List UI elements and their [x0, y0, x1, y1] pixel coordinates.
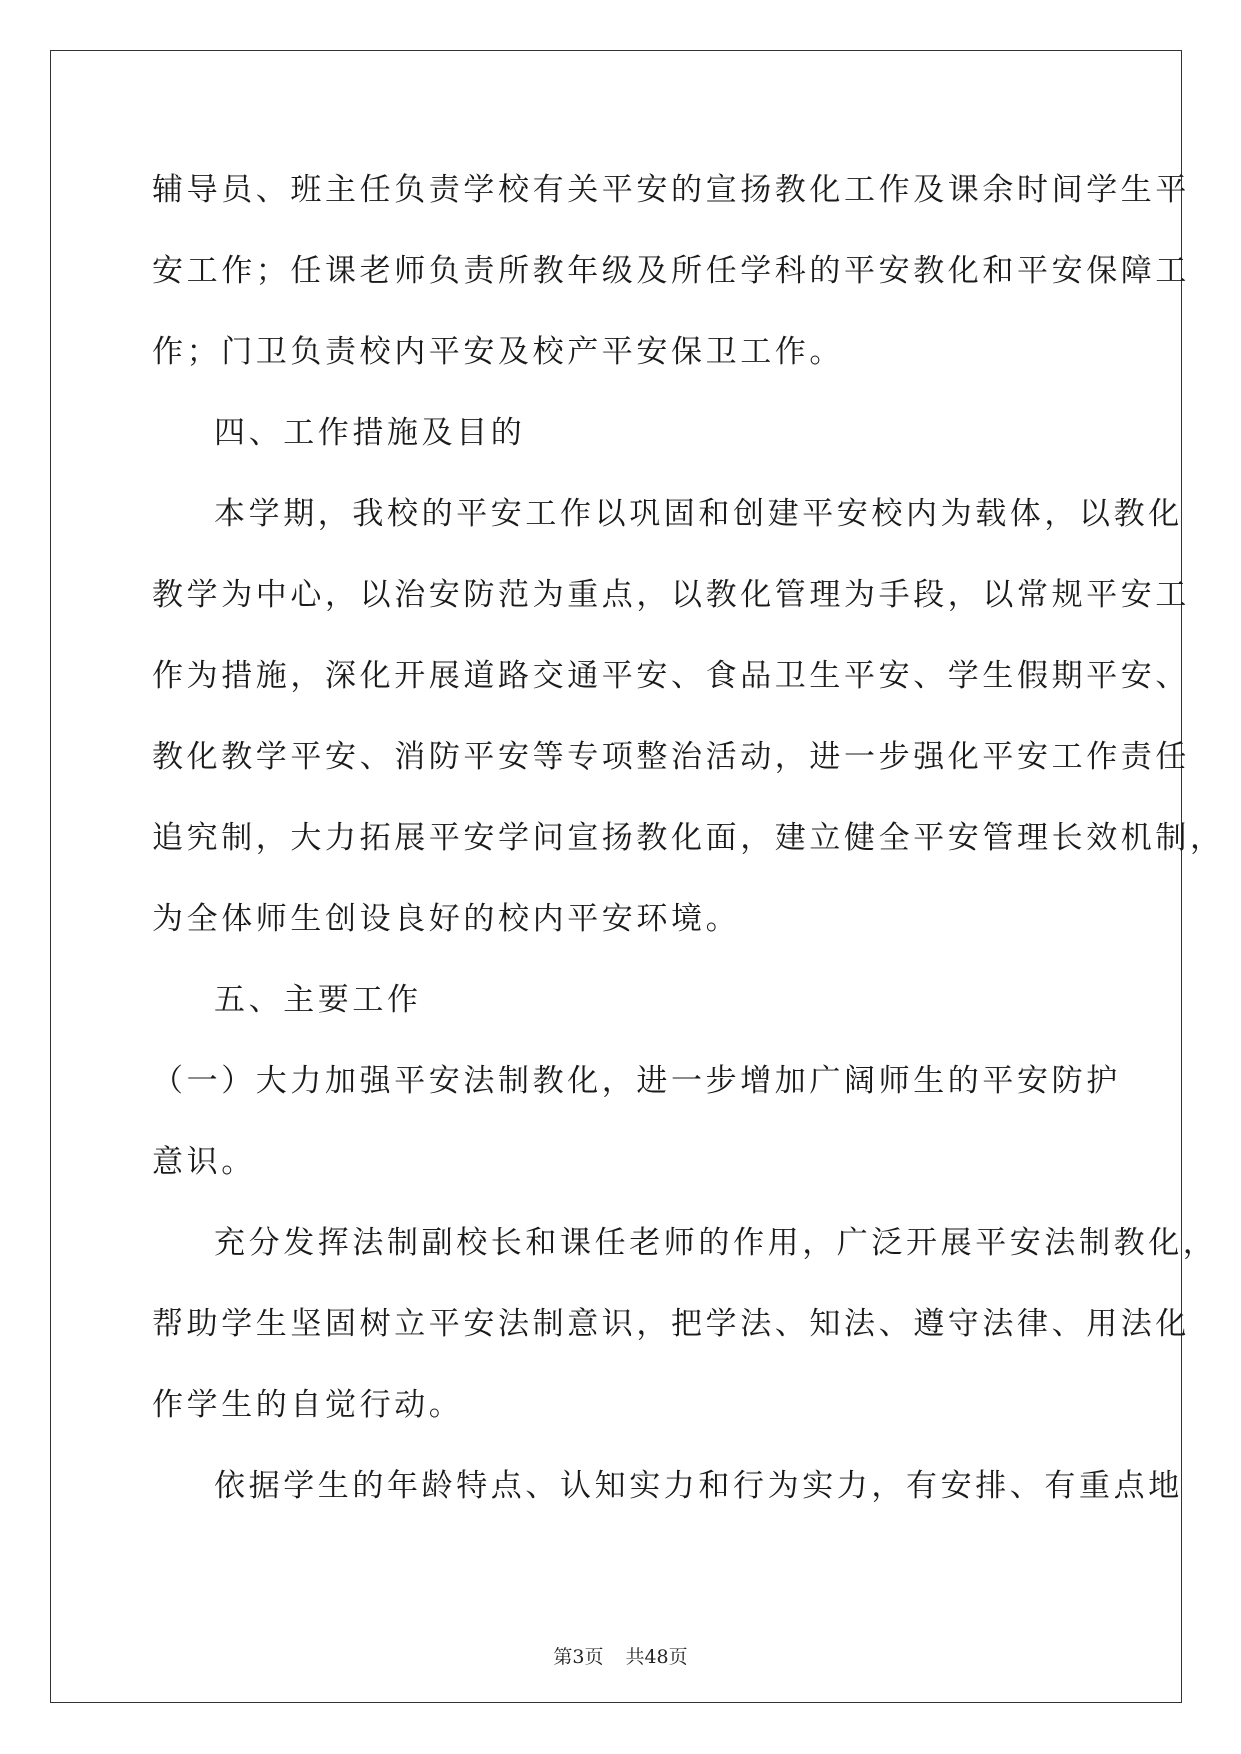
text-line: 教化教学平安、消防平安等专项整治活动，进一步强化平安工作责任 [152, 739, 1190, 775]
text-line: 意识。 [152, 1144, 256, 1180]
text-line: 作为措施，深化开展道路交通平安、食品卫生平安、学生假期平安、 [152, 658, 1190, 694]
section-heading: 五、主要工作 [214, 982, 422, 1018]
page-number: 第3页 [553, 1646, 604, 1668]
page-total: 共48页 [625, 1646, 688, 1668]
text-line: 依据学生的年龄特点、认知实力和行为实力，有安排、有重点地 [214, 1468, 1183, 1504]
page-border [50, 50, 1182, 1703]
text-line: 为全体师生创设良好的校内平安环境。 [152, 901, 741, 937]
text-line: 辅导员、班主任负责学校有关平安的宣扬教化工作及课余时间学生平 [152, 172, 1190, 208]
text-line: 充分发挥法制副校长和课任老师的作用，广泛开展平安法制教化， [214, 1225, 1218, 1261]
subsection-heading: （一）大力加强平安法制教化，进一步增加广阔师生的平安防护 [152, 1063, 1121, 1099]
text-line: 作学生的自觉行动。 [152, 1387, 464, 1423]
text-line: 追究制，大力拓展平安学问宣扬教化面，建立健全平安管理长效机制， [152, 820, 1225, 856]
page-footer [0, 1645, 1241, 1669]
text-line: 安工作；任课老师负责所教年级及所任学科的平安教化和平安保障工 [152, 253, 1190, 289]
section-heading: 四、工作措施及目的 [214, 415, 526, 451]
text-line: 教学为中心，以治安防范为重点，以教化管理为手段，以常规平安工 [152, 577, 1190, 613]
text-line: 帮助学生坚固树立平安法制意识，把学法、知法、遵守法律、用法化 [152, 1306, 1190, 1342]
text-line: 本学期，我校的平安工作以巩固和创建平安校内为载体，以教化 [214, 496, 1183, 532]
text-line: 作；门卫负责校内平安及校产平安保卫工作。 [152, 334, 844, 370]
